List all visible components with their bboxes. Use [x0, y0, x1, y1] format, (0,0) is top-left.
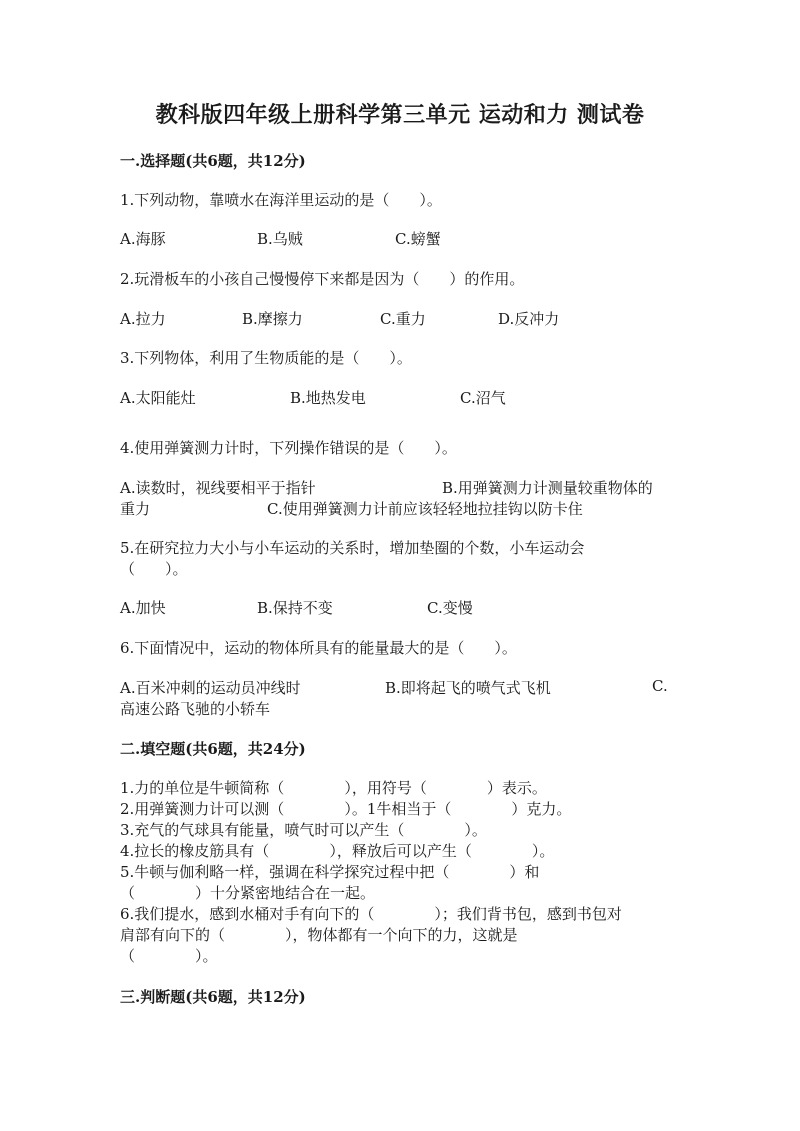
question-stem: 1.下列动物，靠喷水在海洋里运动的是（ ）。: [120, 191, 442, 209]
option-a: A.加快: [120, 599, 166, 617]
option-c: C.: [652, 677, 668, 695]
option-b: B.地热发电: [290, 389, 366, 407]
fill-line: （ ）。: [120, 947, 218, 965]
option-c: C.螃蟹: [395, 230, 441, 248]
option-b-continued: 重力: [120, 500, 151, 518]
question-stem-continued: （ ）。: [120, 560, 188, 578]
option-b: B.保持不变: [257, 599, 333, 617]
option-c: C.重力: [380, 310, 426, 328]
option-b: B.乌贼: [257, 230, 303, 248]
option-c: C.沼气: [460, 389, 506, 407]
fill-line: 1.力的单位是牛顿简称（ ），用符号（ ）表示。: [120, 779, 547, 797]
option-a: A.海豚: [120, 230, 166, 248]
section-heading-choice: 一.选择题(共6题，共12分): [120, 152, 306, 170]
fill-line: 2.用弹簧测力计可以测（ ）。1牛相当于（ ）克力。: [120, 800, 572, 818]
option-b: B.即将起飞的喷气式飞机: [385, 679, 551, 697]
option-b: B.摩擦力: [242, 310, 303, 328]
fill-line: 5.牛顿与伽利略一样，强调在科学探究过程中把（ ）和: [120, 863, 540, 881]
fill-line: 3.充气的气球具有能量，喷气时可以产生（ ）。: [120, 821, 487, 839]
section-heading-judge: 三.判断题(共6题，共12分): [120, 988, 306, 1006]
page-title: 教科版四年级上册科学第三单元 运动和力 测试卷: [155, 102, 645, 128]
section-heading-fill: 二.填空题(共6题，共24分): [120, 740, 306, 758]
question-stem: 6.下面情况中，运动的物体所具有的能量最大的是（ ）。: [120, 639, 517, 657]
question-stem: 3.下列物体，利用了生物质能的是（ ）。: [120, 349, 412, 367]
question-stem: 2.玩滑板车的小孩自己慢慢停下来都是因为（ ）的作用。: [120, 270, 525, 288]
option-c: C.使用弹簧测力计前应该轻轻地拉挂钩以防卡住: [267, 500, 583, 518]
option-c: C.变慢: [427, 599, 473, 617]
option-a: A.太阳能灶: [120, 389, 196, 407]
fill-line: 4.拉长的橡皮筋具有（ ），释放后可以产生（ ）。: [120, 842, 555, 860]
question-stem: 5.在研究拉力大小与小车运动的关系时，增加垫圈的个数，小车运动会: [120, 539, 585, 557]
question-stem: 4.使用弹簧测力计时，下列操作错误的是（ ）。: [120, 439, 457, 457]
option-a: A.拉力: [120, 310, 166, 328]
fill-line: 6.我们提水，感到水桶对手有向下的（ ）；我们背书包，感到书包对: [120, 905, 622, 923]
option-c-continued: 高速公路飞驰的小轿车: [120, 700, 271, 718]
option-d: D.反冲力: [498, 310, 560, 328]
fill-line: 肩部有向下的（ ），物体都有一个向下的力，这就是: [120, 926, 518, 944]
fill-line: （ ）十分紧密地结合在一起。: [120, 884, 376, 902]
option-a: A.读数时，视线要相平于指针: [120, 479, 316, 497]
option-a: A.百米冲刺的运动员冲线时: [120, 679, 301, 697]
option-b: B.用弹簧测力计测量较重物体的: [442, 479, 653, 497]
